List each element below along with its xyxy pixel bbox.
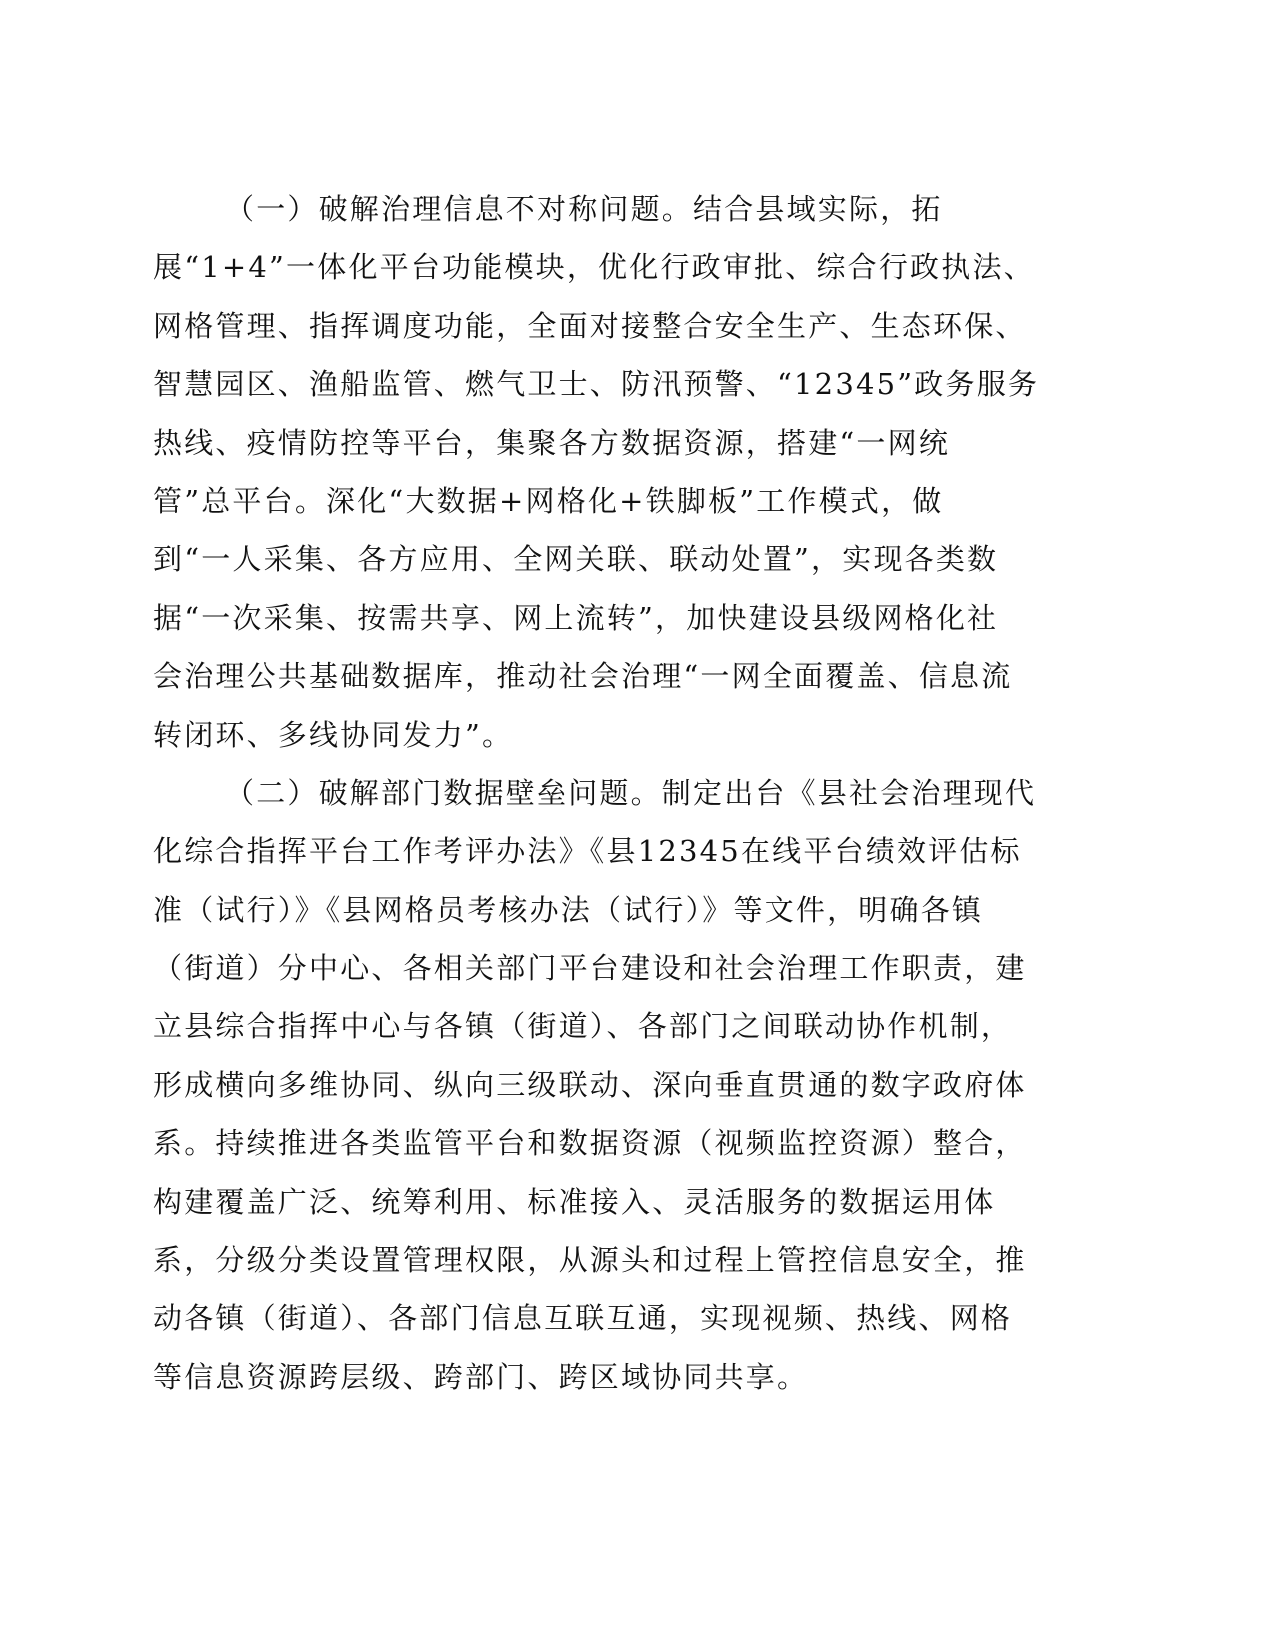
paragraph-line: 动各镇（街道）、各部门信息互联互通，实现视频、热线、网格 [153, 1301, 1013, 1336]
paragraph-line: 化综合指挥平台工作考评办法》《县12345在线平台绩效评估标 [153, 834, 1022, 869]
paragraph-line: 转闭环、多线协同发力”。 [153, 717, 514, 752]
paragraph-line: 立县综合指挥中心与各镇（街道）、各部门之间联动协作机制， [153, 1009, 1013, 1044]
paragraph-line: 智慧园区、渔船监管、燃气卫士、防汛预警、“12345”政务服务 [153, 367, 1040, 402]
document-body [153, 180, 1113, 1406]
paragraph-line: 网格管理、指挥调度功能，全面对接整合安全生产、生态环保、 [153, 308, 1027, 343]
paragraph-line: （街道）分中心、各相关部门平台建设和社会治理工作职责，建 [153, 951, 1027, 986]
paragraph-1-heading-line: （一）破解治理信息不对称问题。结合县域实际，拓 [225, 192, 943, 226]
paragraph-line: 据“一次采集、按需共享、网上流转”，加快建设县级网格化社 [153, 600, 999, 635]
paragraph-line: 构建覆盖广泛、统筹利用、标准接入、灵活服务的数据运用体 [153, 1184, 996, 1219]
paragraph-line: 会治理公共基础数据库，推动社会治理“一网全面覆盖、信息流 [153, 659, 1013, 694]
paragraph-line: 管”总平台。深化“大数据+网格化+铁脚板”工作模式，做 [153, 483, 944, 518]
paragraph-line: 系。持续推进各类监管平台和数据资源（视频监控资源）整合， [153, 1126, 1027, 1161]
paragraph-line: 展“1+4”一体化平台功能模块，优化行政审批、综合行政执法、 [153, 250, 1035, 285]
paragraph-2-heading-line: （二）破解部门数据壁垒问题。制定出台《县社会治理现代 [225, 775, 1037, 810]
paragraph-line: 准（试行）》《县网格员考核办法（试行）》等文件，明确各镇 [153, 892, 984, 927]
paragraph-line: 形成横向多维协同、纵向三级联动、深向垂直贯通的数字政府体 [153, 1067, 1027, 1102]
paragraph-line: 到“一人采集、各方应用、全网关联、联动处置”，实现各类数 [153, 542, 999, 577]
paragraph-line: 等信息资源跨层级、跨部门、跨区域协同共享。 [153, 1359, 809, 1394]
paragraph-line: 系，分级分类设置管理权限，从源头和过程上管控信息安全，推 [153, 1243, 1027, 1278]
paragraph-line: 热线、疫情防控等平台，集聚各方数据资源，搭建“一网统 [153, 425, 951, 460]
